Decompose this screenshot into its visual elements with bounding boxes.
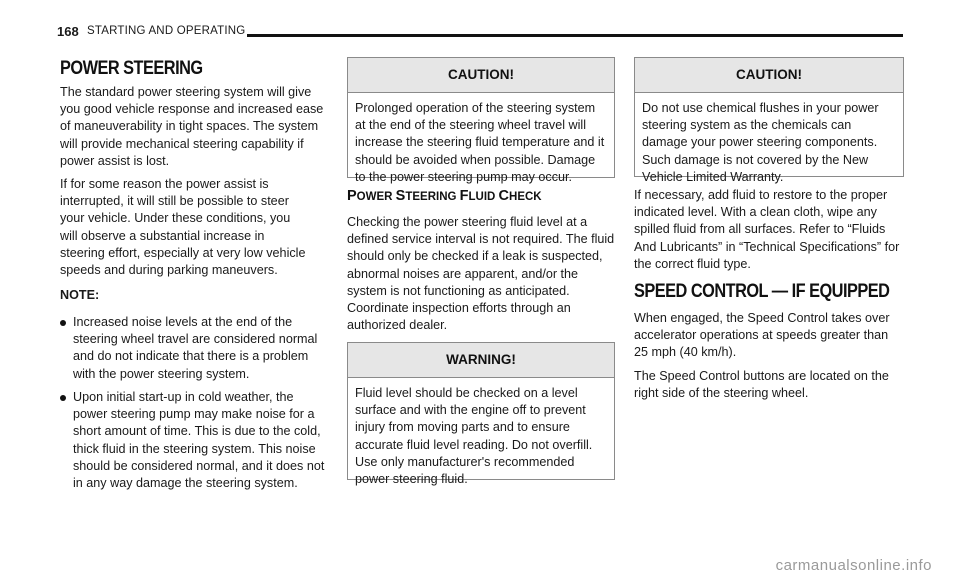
note-label: NOTE: [60, 288, 100, 302]
power-steering-paragraph-2: If for some reason the power assist is interrupted, it will still be possible to steer your vehicle. Under these conditions, you will observe a substantial increase in steering effort, especially at very low vehicle speeds and during parking maneuvers. [60, 177, 306, 278]
speed-control-paragraph-1: When engaged, the Speed Control takes over accelerator operations at speeds greater than 25 mph (40 km/h). [634, 311, 890, 360]
speed-control-heading: SPEED CONTROL — IF EQUIPPED [634, 281, 890, 302]
warning-box-title: WARNING! [348, 343, 614, 378]
power-steering-paragraph-1: The standard power steering system will give you good vehicle response and increased ease of maneuverability in tight spaces. The system will provide mechanical steering capability if power assist is lost. [60, 85, 324, 168]
caution-box-chemicals [634, 57, 904, 184]
note-bullet-2-text: Upon initial start-up in cold weather, the power steering pump may make noise for a short amount of time. This is due to the cold, thick fluid in the steering system. This noise should be considered normal, and it does not in any way damage the steering system. [73, 390, 325, 491]
caution-box-title: CAUTION! [635, 58, 903, 93]
page-number: 168 [57, 24, 79, 39]
fluid-check-heading-ower: OWER [356, 191, 396, 203]
warning-box-text: Fluid level should be checked on a level surface and with the engine off to prevent injury from moving parts and to ensure accurate fluid level reading. Do not overfill. Use only manufacturer's recommended power steering fluid. [355, 386, 593, 487]
header-rule [247, 34, 903, 37]
fluid-check-paragraph: Checking the power steering fluid level at a defined service interval is not required. The fluid should only be checked if a leak is suspected, abnormal noises are apparent, and/or the system is not functioning as anticipated. Coordinate inspection efforts through an authorized dealer. [347, 215, 615, 333]
bullet-icon [60, 320, 66, 326]
add-fluid-paragraph: If necessary, add fluid to restore to the proper indicated level. With a clean cloth, wipe any spilled fluid from all surfaces. Refer to “Fluids And Lubricants” in “Technical Specifications” for the correct fluid type. [634, 188, 900, 271]
power-steering-heading: POWER STEERING [60, 58, 203, 79]
fluid-check-heading-heck: HECK [509, 191, 542, 203]
caution-box-text: Prolonged operation of the steering system at the end of the steering wheel travel will increase the steering fluid temperature and it should be avoided when possible. Damage to the power steering pump may occur. [355, 101, 605, 184]
caution-box-text: Do not use chemical flushes in your power steering system as the chemicals can damage your power steering components. Such damage is not covered by the New Vehicle Limited Warranty. [642, 101, 879, 184]
note-bullet-2 [60, 389, 326, 489]
warning-box [347, 342, 615, 487]
section-title: STARTING AND OPERATING [87, 25, 246, 37]
fluid-check-heading [347, 188, 542, 204]
note-bullet-1-text: Increased noise levels at the end of the steering wheel travel are considered normal and do not indicate that there is a problem with the power steering system. [73, 315, 318, 381]
fluid-check-heading-luid: LUID [468, 191, 499, 203]
caution-box-steering [347, 57, 615, 184]
watermark: carmanualsonline.info [775, 557, 932, 574]
fluid-check-heading-p: P [347, 188, 357, 204]
speed-control-paragraph-2: The Speed Control buttons are located on the right side of the steering wheel. [634, 369, 889, 401]
caution-box-title: CAUTION! [348, 58, 614, 93]
bullet-icon [60, 395, 66, 401]
fluid-check-heading-teering: TEERING [405, 191, 460, 203]
fluid-check-heading-c: C [498, 188, 510, 204]
fluid-check-heading-f: F [459, 188, 469, 204]
fluid-check-heading-s: S [395, 188, 406, 204]
page-header [57, 24, 903, 44]
note-bullet-1 [60, 314, 326, 384]
